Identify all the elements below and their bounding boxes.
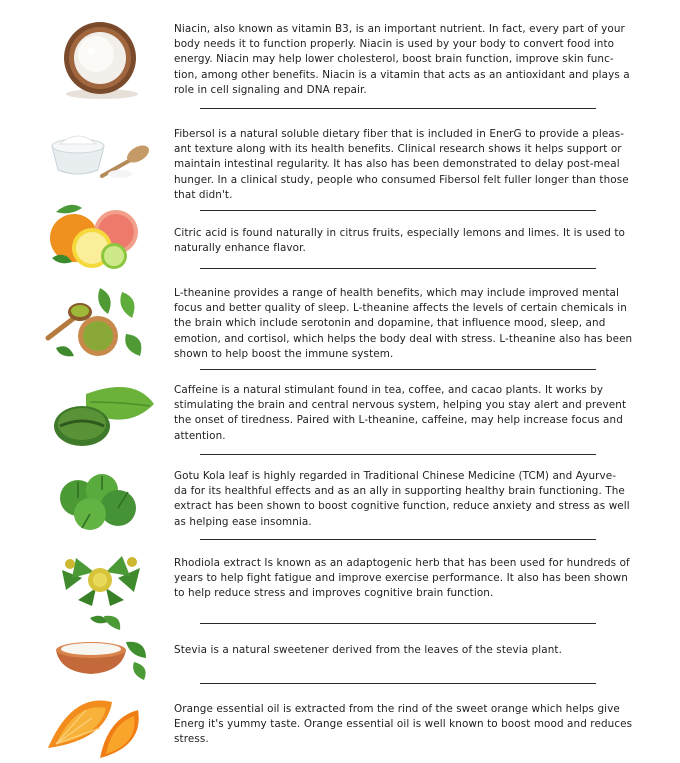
niacin-powder-bowl-icon bbox=[42, 18, 160, 100]
gotu-kola-leaves-icon bbox=[42, 468, 160, 532]
ingredient-description: Stevia is a natural sweetener derived from the leaves of the stevia plant. bbox=[174, 644, 563, 656]
divider bbox=[200, 210, 596, 211]
orange-slices-icon bbox=[42, 688, 160, 760]
divider bbox=[200, 108, 596, 109]
divider bbox=[200, 539, 596, 540]
ingredient-description: Orange essential oil is extracted from the rind of the sweet orange which helps give Energ it's yummy taste. Orange essential oil is well known to boost mood and reduces stress. bbox=[174, 703, 633, 746]
divider bbox=[200, 623, 596, 624]
fiber-powder-scoop-icon bbox=[42, 124, 160, 186]
ingredient-description: Fibersol is a natural soluble dietary fiber that is included in EnerG to provide a pleas- ant texture along with its health benefits. Clinical research shows it helps support or maintain intestinal regularity. It has also has been demonstrated to delay post-meal hunger. In a clinical study, people who consumed Fibersol felt fuller longer than those that didn't. bbox=[174, 128, 629, 201]
divider bbox=[200, 268, 596, 269]
ingredient-description: Gotu Kola leaf is highly regarded in Traditional Chinese Medicine (TCM) and Ayurve- da for its healthful effects and as an ally in supporting healthy brain functioning. The extract has been shown to boost cognitive function, reduce anxiety and stress as well as helping ease insomnia. bbox=[174, 470, 630, 528]
ingredient-description: Citric acid is found naturally in citrus fruits, especially lemons and limes. It is used to naturally enhance flavor. bbox=[174, 227, 626, 255]
ingredient-description: Niacin, also known as vitamin B3, is an important nutrient. In fact, every part of your body needs it to function properly. Niacin is used by your body to convert food into energy. Niacin may help lower cholesterol, boost brain function, improve skin func- tion, among other benefits. Niacin is a vitamin that acts as an antioxidant and plays a role in cell signaling and DNA repair. bbox=[174, 23, 630, 96]
green-coffee-bean-leaf-icon bbox=[42, 380, 160, 452]
divider bbox=[200, 683, 596, 684]
stevia-bowl-leaves-icon bbox=[42, 612, 160, 682]
divider bbox=[200, 369, 596, 370]
divider bbox=[200, 454, 596, 455]
ingredient-description: Caffeine is a natural stimulant found in tea, coffee, and cacao plants. It works by stimulating the brain and central nervous system, helping you stay alert and prevent the onset of tiredness. Paired with L-theanine, caffeine, may help increase focus and attention. bbox=[174, 384, 627, 442]
rhodiola-plant-icon bbox=[42, 550, 160, 608]
green-tea-powder-icon bbox=[42, 284, 160, 362]
ingredient-description: Rhodiola extract Is known as an adaptogenic herb that has been used for hundreds of years to help fight fatigue and improve exercise performance. It also has been shown to help reduce stress and improves cognitive brain function. bbox=[174, 557, 630, 600]
ingredient-description: L-theanine provides a range of health benefits, which may include improved mental focus and better quality of sleep. L-theanine affects the levels of certain chemicals in the brain which include serotonin and dopamine, that influence mood, sleep, and emotion, and cortisol, which helps the body deal with stress. L-theanine also has been shown to help boost the immune system. bbox=[174, 287, 633, 360]
citrus-fruits-icon bbox=[42, 198, 160, 270]
